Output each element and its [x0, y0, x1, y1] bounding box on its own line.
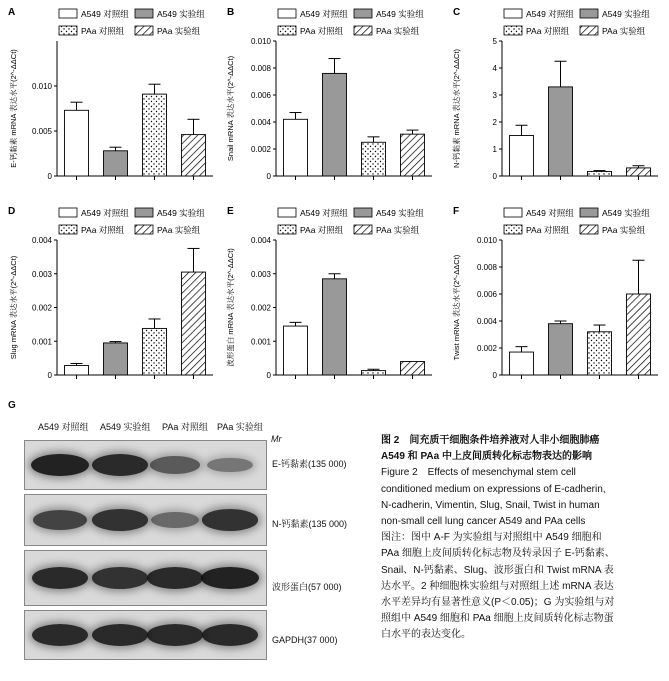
panel-letter: F [453, 206, 460, 217]
y-tick-label: 0 [47, 172, 52, 181]
caption-note: 图注：图中 A-F 为实验组与对照组中 A549 细胞和 [381, 532, 602, 544]
bar [143, 94, 167, 176]
bar [323, 279, 347, 375]
legend-label: A549 实验组 [157, 9, 205, 19]
legend-swatch [504, 9, 522, 18]
blot-band [92, 509, 148, 530]
legend-swatch [580, 225, 598, 234]
blot-strip [24, 610, 267, 660]
y-tick-label: 0.002 [250, 145, 271, 154]
blot-strip [24, 494, 267, 546]
bar [549, 87, 573, 176]
legend-swatch [278, 225, 296, 234]
mr-label: Mr [271, 434, 282, 444]
legend-label: PAa 实验组 [376, 225, 420, 235]
y-tick-label: 0.002 [250, 303, 271, 313]
y-axis-label: Slug mRNA 表达水平(2^-ΔΔCt) [9, 255, 18, 360]
legend-swatch [580, 208, 598, 217]
bar [284, 119, 308, 176]
bar [65, 366, 89, 375]
bar [284, 326, 308, 375]
blot-protein-label: E-钙黏素(135 000) [272, 459, 347, 469]
legend-label: A549 实验组 [376, 9, 424, 19]
legend-swatch [504, 225, 522, 234]
blot-lane-label: A549 实验组 [100, 422, 151, 432]
y-tick-label: 0.010 [476, 236, 497, 245]
bar [549, 324, 573, 375]
bar [627, 168, 651, 176]
blot-band [151, 512, 199, 528]
legend-label: PAa 对照组 [526, 225, 570, 235]
y-tick-label: 0 [266, 172, 271, 181]
legend-swatch [135, 225, 153, 234]
legend-label: A549 对照组 [526, 208, 574, 218]
legend-swatch [59, 26, 77, 35]
bar [401, 362, 425, 376]
chart-panel-C [451, 7, 658, 181]
blot-band [92, 567, 148, 588]
bar [401, 134, 425, 176]
chart-panel-E [225, 206, 432, 380]
y-tick-label: 5 [492, 37, 497, 46]
panel-label-g: G [8, 400, 16, 411]
legend-swatch [354, 9, 372, 18]
bar [104, 343, 128, 375]
blot-protein-label: GAPDH(37 000) [272, 635, 338, 645]
y-tick-label: 0.006 [476, 290, 497, 299]
y-tick-label: 0 [266, 371, 271, 380]
bar [510, 352, 534, 375]
legend-label: PAa 实验组 [602, 26, 646, 36]
y-tick-label: 0.002 [476, 344, 497, 353]
y-tick-label: 0.004 [31, 236, 52, 245]
blot-band [33, 510, 86, 530]
caption-title-en: conditioned medium on expressions of E-cadherin, [381, 483, 606, 495]
blot-band [202, 509, 258, 530]
y-tick-label: 0.008 [476, 263, 497, 272]
y-axis-label: E-钙黏素 mRNA 表达水平(2^-ΔΔCt) [9, 49, 18, 168]
y-axis-label: Twist mRNA 表达水平(2^-ΔΔCt) [452, 254, 461, 361]
chart-panel-B [225, 7, 432, 181]
legend-swatch [504, 26, 522, 35]
chart-panel-D [8, 206, 213, 380]
blot-band [202, 624, 259, 646]
panel-letter: E [227, 206, 234, 217]
legend-swatch [278, 208, 296, 217]
figure-caption [381, 433, 663, 644]
y-axis-label: N-钙黏素 mRNA 表达水平(2^-ΔΔCt) [452, 49, 461, 168]
blot-lane-label: A549 对照组 [38, 422, 89, 432]
y-axis-label: Snail mRNA 表达水平(2^-ΔΔCt) [226, 55, 235, 162]
y-tick-label: 0.001 [250, 337, 271, 347]
legend-label: A549 对照组 [300, 208, 348, 218]
blot-band [150, 456, 200, 474]
panel-letter: C [453, 7, 461, 18]
legend-label: PAa 实验组 [376, 26, 420, 36]
legend-label: A549 对照组 [526, 9, 574, 19]
legend-label: A549 实验组 [376, 208, 424, 218]
panel-letter: A [8, 7, 16, 18]
caption-title-en: non-small cell lung cancer A549 and PAa cells [381, 516, 586, 528]
legend-label: PAa 对照组 [81, 26, 125, 36]
legend-label: PAa 对照组 [300, 26, 344, 36]
y-tick-label: 0.003 [31, 269, 52, 279]
y-tick-label: 0.010 [31, 82, 52, 91]
y-tick-label: 0.010 [250, 37, 271, 46]
bar [143, 328, 167, 375]
y-tick-label: 0 [492, 172, 497, 181]
bar [362, 371, 386, 375]
bar [323, 73, 347, 176]
panel-letter: B [227, 7, 235, 18]
legend-label: PAa 实验组 [602, 225, 646, 235]
y-tick-label: 0.004 [476, 317, 497, 326]
legend-swatch [135, 26, 153, 35]
legend-label: PAa 对照组 [526, 26, 570, 36]
blot-band [92, 454, 149, 476]
bar [104, 151, 128, 176]
legend-swatch [354, 26, 372, 35]
blot-band [147, 624, 204, 646]
y-tick-label: 0.005 [31, 127, 52, 136]
y-tick-label: 0.003 [250, 269, 271, 279]
legend-label: A549 对照组 [81, 208, 129, 218]
legend-swatch [354, 208, 372, 217]
panel-letter: D [8, 206, 16, 217]
caption-note: 达水平。2 种细胞株实验组与对照组上述 mRNA 表达 [381, 580, 614, 592]
legend-swatch [59, 208, 77, 217]
caption-title-cn: 图 2 间充质干细胞条件培养液对人非小细胞肺癌 [381, 435, 600, 446]
legend-swatch [135, 9, 153, 18]
blot-protein-label: N-钙黏素(135 000) [272, 519, 348, 529]
bar [588, 332, 612, 375]
caption-title-en: Figure 2 Effects of mesenchymal stem cell [381, 467, 576, 479]
caption-note: 水平差异均有显著性意义(P＜0.05)；G 为实验组与对 [381, 597, 615, 609]
caption-title-cn: A549 和 PAa 中上皮间质转化标志物表达的影响 [381, 451, 592, 463]
bar [182, 272, 206, 375]
legend-swatch [59, 9, 77, 18]
legend-swatch [278, 26, 296, 35]
y-tick-label: 0.002 [31, 303, 52, 313]
legend-label: A549 实验组 [157, 208, 205, 218]
legend-swatch [580, 26, 598, 35]
blot-strip [24, 440, 267, 490]
y-tick-label: 2 [492, 118, 497, 127]
blot-band [31, 454, 89, 477]
legend-swatch [278, 9, 296, 18]
legend-swatch [135, 208, 153, 217]
blot-band [147, 567, 204, 589]
legend-label: PAa 对照组 [81, 225, 125, 235]
y-axis-label: 波形蛋白 mRNA 表达水平(2^-ΔΔCt) [226, 248, 235, 367]
legend-label: A549 对照组 [81, 9, 129, 19]
caption-note: Snail、N-钙黏素、Slug、波形蛋白和 Twist mRNA 表 [381, 564, 614, 576]
bar [362, 142, 386, 176]
legend-swatch [580, 9, 598, 18]
blot-band [32, 567, 89, 589]
y-tick-label: 0.004 [250, 236, 271, 245]
legend-label: A549 实验组 [602, 208, 650, 218]
blot-band [92, 624, 149, 646]
blot-lane-label: PAa 对照组 [162, 422, 208, 432]
blot-band [32, 624, 89, 646]
western-blot-section [0, 400, 669, 681]
legend-label: PAa 实验组 [157, 225, 201, 235]
y-tick-label: 3 [492, 91, 497, 100]
caption-note: PAa 细胞上皮间质转化标志物及转录因子 E-钙黏素、 [381, 548, 615, 560]
y-tick-label: 0.004 [250, 118, 271, 127]
y-tick-label: 0 [492, 371, 497, 380]
bar [627, 294, 651, 375]
blot-protein-label: 波形蛋白(57 000) [272, 582, 342, 592]
y-tick-label: 0.001 [31, 337, 52, 347]
blot-lane-label: PAa 实验组 [217, 422, 263, 432]
caption-note: 照组中 A549 细胞和 PAa 细胞上皮间质转化标志物蛋 [381, 613, 614, 625]
y-tick-label: 1 [492, 145, 497, 154]
blot-strip [24, 550, 267, 606]
caption-note: 白水平的表达变化。 [381, 629, 471, 641]
legend-label: PAa 对照组 [300, 225, 344, 235]
legend-label: A549 实验组 [602, 9, 650, 19]
legend-swatch [354, 225, 372, 234]
chart-panel-F [451, 206, 658, 380]
blot-band [207, 458, 253, 473]
y-tick-label: 0.008 [250, 64, 271, 73]
legend-label: PAa 实验组 [157, 26, 201, 36]
bar [588, 171, 612, 176]
y-tick-label: 0.006 [250, 91, 271, 100]
blot-band [201, 567, 259, 590]
bar [182, 135, 206, 176]
legend-swatch [59, 225, 77, 234]
bar [65, 110, 89, 176]
y-tick-label: 4 [492, 64, 497, 73]
caption-title-en: N-cadherin, Vimentin, Slug, Snail, Twist in human [381, 499, 600, 511]
chart-panel-A [8, 7, 213, 181]
bar [510, 136, 534, 177]
legend-swatch [504, 208, 522, 217]
legend-label: A549 对照组 [300, 9, 348, 19]
y-tick-label: 0 [47, 371, 52, 380]
